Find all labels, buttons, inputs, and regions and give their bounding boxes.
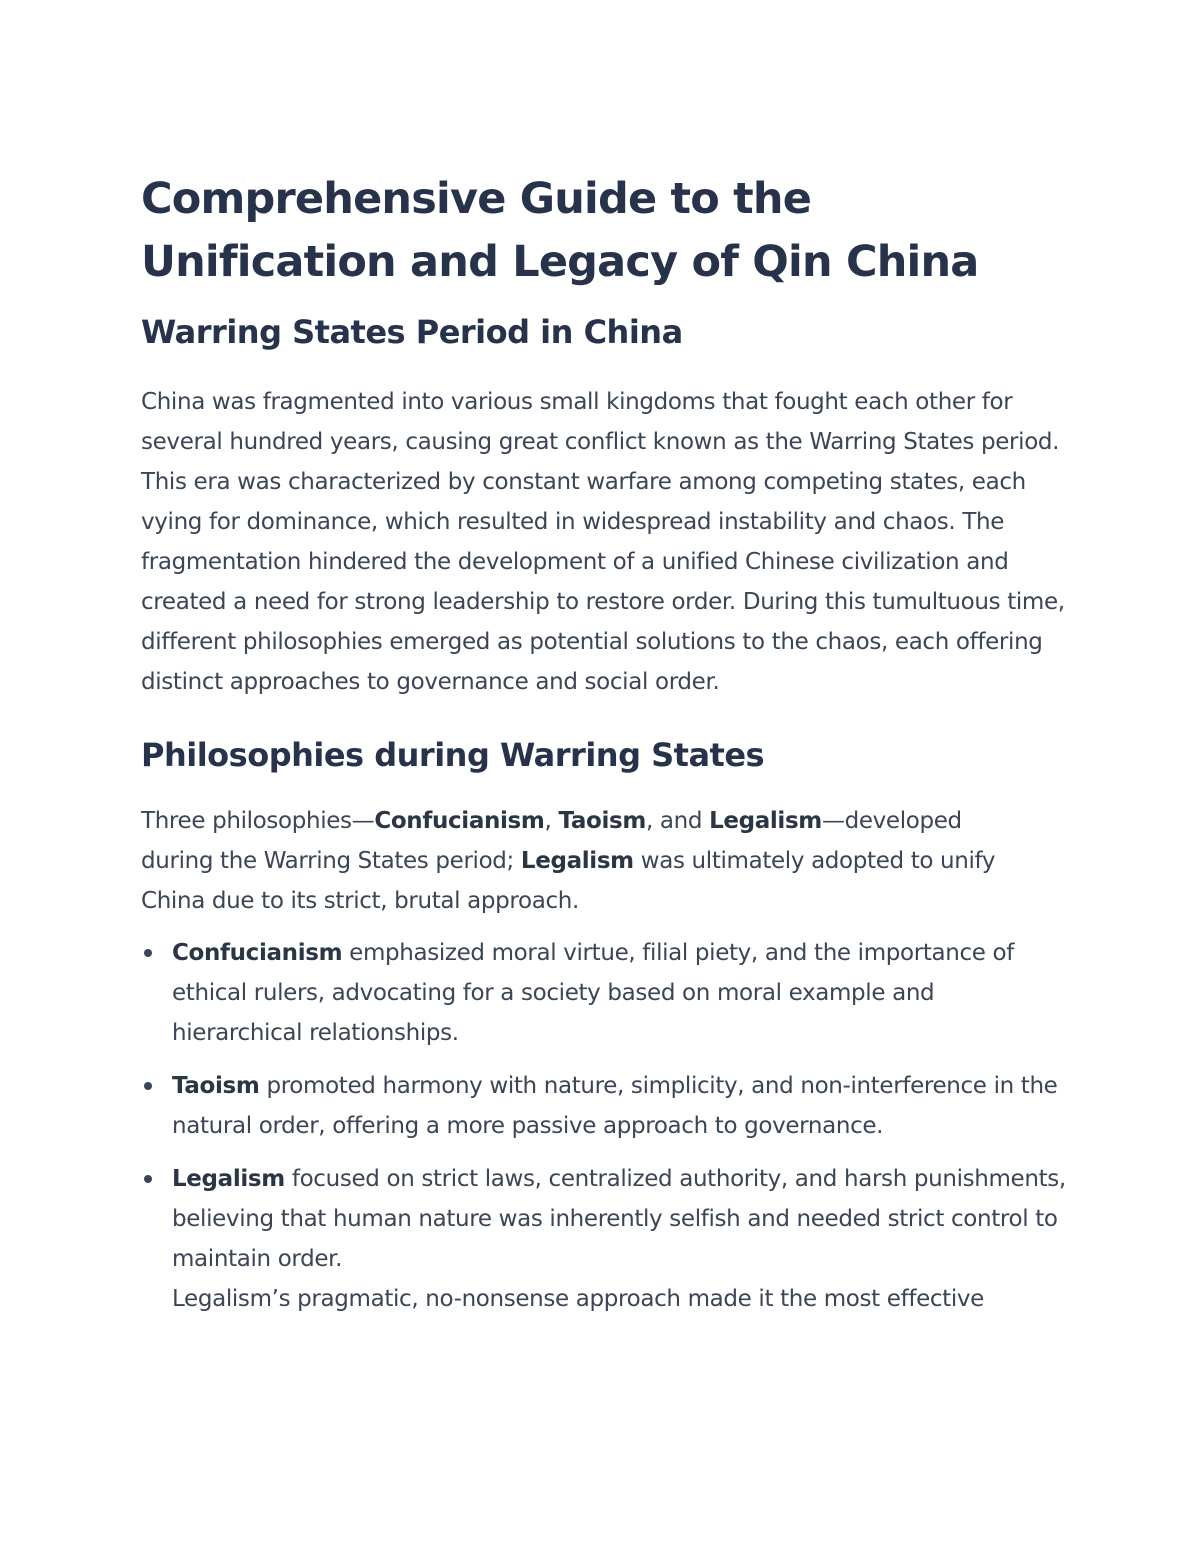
philosophies-intro-paragraph <box>141 801 1021 921</box>
list-item-term: Confucianism <box>172 940 343 966</box>
list-item-text: focused on strict laws, centralized authority, and harsh punishments, believing that human nature was inherently selfish and needed strict control to maintain order. <box>172 1166 1066 1272</box>
list-item-term: Legalism <box>172 1166 285 1192</box>
philosophies-list <box>141 933 1081 1319</box>
list-item-taoism <box>141 1066 1067 1146</box>
list-item-confucianism <box>141 933 1067 1053</box>
bullet-icon <box>144 1082 152 1090</box>
list-item-text: promoted harmony with nature, simplicity, and non-interference in the natural order, offering a more passive approach to governance. <box>172 1073 1058 1139</box>
bullet-icon <box>144 1175 152 1183</box>
intro-text: , <box>544 808 559 834</box>
intro-term-legalism: Legalism <box>520 848 634 874</box>
intro-term-legalism: Legalism <box>709 808 822 834</box>
bullet-icon <box>144 949 152 957</box>
intro-term-taoism: Taoism <box>558 808 646 834</box>
list-item-continuation: Legalism’s pragmatic, no-nonsense approach made it the most effective <box>172 1286 984 1312</box>
page-title: Comprehensive Guide to the Unification and Legacy of Qin China <box>141 174 979 287</box>
intro-text: was ultimately adopted to unify China due to its strict, brutal approach. <box>141 848 996 914</box>
list-item-legalism <box>141 1159 1067 1319</box>
list-item-text: emphasized moral virtue, filial piety, and the importance of ethical rulers, advocating for a society based on moral example and hierarchical relationships. <box>172 940 1015 1046</box>
document-page <box>141 168 1081 1332</box>
section-heading-warring-states: Warring States Period in China <box>141 313 683 351</box>
intro-text: —developed during the Warring States period; <box>141 808 962 874</box>
section-heading-philosophies: Philosophies during Warring States <box>141 736 765 774</box>
warring-states-paragraph: China was fragmented into various small kingdoms that fought each other for several hundred years, causing great conflict known as the Warring States period. This era was characterized by constant warfare among competing states, each vying for dominance, which resulted in widespread instability and chaos. The fragmentation hindered the development of a unified Chinese civilization and created a need for strong leadership to restore order. During this tumultuous time, different philosophies emerged as potential solutions to the chaos, each offering distinct approaches to governance and social order. <box>141 389 1065 695</box>
list-item-term: Taoism <box>172 1073 260 1099</box>
intro-text: , and <box>645 808 710 834</box>
intro-term-confucianism: Confucianism <box>374 808 545 834</box>
intro-text: Three philosophies— <box>141 808 375 834</box>
